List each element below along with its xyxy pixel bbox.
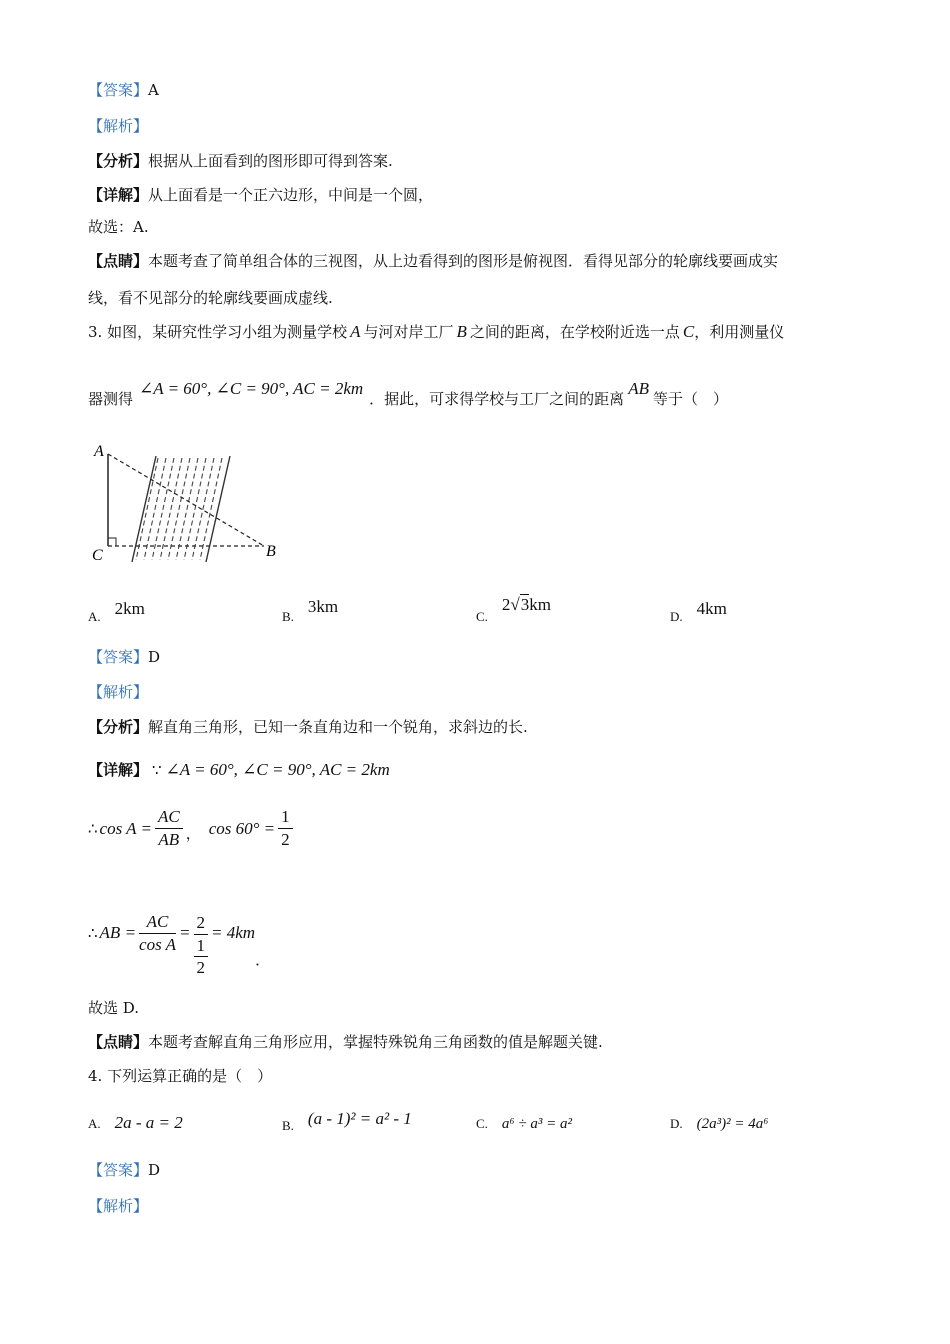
fraction-complex: 2 1 2 [194, 912, 209, 978]
equals: = [179, 923, 191, 942]
q2-dianjing-line-1 [88, 251, 778, 271]
xiangjie-text: 从上面看是一个正六边形，中间是一个圆， [148, 186, 434, 204]
q3-step-1 [88, 806, 296, 851]
option-label: B. [282, 1118, 294, 1133]
q3-stem-line-2 [88, 376, 728, 412]
river-hatching [136, 458, 222, 560]
q3-stem-1b: 与河对岸工厂 [363, 323, 454, 341]
q2-guxuan-line [88, 217, 149, 237]
q3-stem-point-b: B [456, 322, 467, 341]
q3-stem-2a: 器测得 [88, 390, 134, 408]
fenxi-tag: 【分析】 [88, 718, 149, 736]
q3-option-c[interactable] [476, 594, 551, 628]
therefore-symbol: ∴ [88, 819, 98, 838]
figure-label-c: C [92, 547, 103, 564]
option-value: (a - 1)² = a² - 1 [307, 1109, 412, 1128]
q3-stem-2b: ．据此，可求得学校与工厂之间的距离 [369, 390, 625, 408]
analysis-tag: 【解析】 [88, 117, 149, 135]
q4-option-a[interactable] [88, 1112, 183, 1135]
option-label: C. [476, 609, 488, 624]
answer-tag: 【答案】 [88, 648, 149, 666]
option-value: 4km [696, 599, 727, 618]
option-label: A. [88, 1116, 101, 1131]
q3-option-b[interactable] [282, 596, 338, 628]
q4-option-c[interactable] [476, 1112, 572, 1135]
guxuan-text: 故选 D. [88, 999, 140, 1017]
cos-60: cos 60° = [208, 818, 276, 838]
q3-stem-point-c: C [682, 322, 695, 341]
option-value: 3km [307, 597, 339, 616]
q3-stem-point-a: A [350, 322, 361, 341]
option-label: B. [282, 609, 294, 624]
answer-tag: 【答案】 [88, 81, 149, 99]
segment-ab [108, 454, 264, 546]
dianjing-text-1: 本题考查了简单组合体的三视图，从上边看得到的图形是俯视图．看得见部分的轮廓线要画成实 [148, 252, 779, 270]
q3-stem-2c: 等于（ ） [652, 390, 728, 408]
dianjing-text-2: 线，看不见部分的轮廓线要画成虚线. [88, 289, 333, 307]
q4-answer-line [88, 1160, 160, 1180]
fraction-ac-cosa: $\frac{AC}{\text{cos A}}$ [139, 911, 177, 954]
answer-value: D [148, 1161, 161, 1179]
option-label: C. [476, 1116, 488, 1131]
option-label: A. [88, 609, 101, 624]
answer-value: A [148, 81, 159, 99]
option-value: 2√3km [501, 595, 551, 614]
q3-dianjing-line [88, 1032, 603, 1052]
q4-option-d[interactable] [670, 1112, 768, 1135]
dianjing-tag: 【点睛】 [88, 252, 149, 270]
dianjing-tag: 【点睛】 [88, 1033, 149, 1051]
q4-option-b[interactable] [282, 1108, 412, 1137]
option-value: 2km [114, 599, 145, 618]
xiangjie-tag: 【详解】 [88, 761, 149, 779]
right-angle-mark [108, 538, 116, 546]
because-symbol: ∵ [152, 761, 162, 779]
q2-analysis-line [88, 116, 148, 136]
q3-figure [88, 438, 288, 568]
xiangjie-tag: 【详解】 [88, 186, 149, 204]
q3-stem-line-1 [88, 322, 784, 342]
fenxi-text: 根据从上面看到的图形即可得到答案. [148, 152, 393, 170]
q3-stem-1d: ，利用测量仪 [694, 323, 785, 341]
q3-stem-ab: AB [628, 379, 649, 398]
q2-dianjing-line-2 [88, 288, 333, 308]
q3-option-d[interactable] [670, 598, 727, 628]
q2-fenxi-line [88, 151, 393, 171]
option-value: (2a³)² = 4a⁶ [696, 1116, 769, 1132]
q3-analysis-line [88, 682, 148, 702]
option-label: D. [670, 609, 683, 624]
q2-xiangjie-line [88, 185, 433, 205]
option-label: D. [670, 1116, 683, 1131]
option-value: a⁶ ÷ a³ = a² [501, 1116, 572, 1132]
separator: ， [185, 824, 201, 843]
q2-answer-line [88, 80, 159, 100]
option-value: 2a - a = 2 [114, 1113, 183, 1132]
fenxi-text: 解直角三角形，已知一条直角边和一个锐角，求斜边的长. [148, 718, 528, 736]
figure-label-b: B [266, 543, 276, 560]
q3-stem-1c: 之间的距离，在学校附近选一点 [469, 323, 680, 341]
result: = 4km [211, 923, 256, 942]
analysis-tag: 【解析】 [88, 683, 149, 701]
guxuan-text: 故选：A. [88, 218, 149, 236]
q3-step-2 [88, 888, 270, 978]
q3-stem-formula: ∠A = 60°, ∠C = 90°, AC = 2km [139, 379, 364, 398]
q3-xiangjie-line [88, 760, 390, 780]
cos-a-lhs: cos A = [99, 818, 152, 838]
q3-answer-line [88, 647, 160, 667]
dianjing-text: 本题考查解直角三角形应用，掌握特殊锐角三角函数的值是解题关键. [148, 1033, 603, 1051]
q4-analysis-line [88, 1196, 148, 1216]
ab-lhs: AB = [99, 923, 137, 942]
fenxi-tag: 【分析】 [88, 152, 149, 170]
figure-label-a: A [94, 443, 104, 460]
analysis-tag: 【解析】 [88, 1197, 149, 1215]
q4-stem-line [88, 1066, 272, 1086]
period: ． [255, 951, 271, 969]
q3-stem-1a: 3. 如图，某研究性学习小组为测量学校 [88, 323, 348, 341]
q4-stem: 4. 下列运算正确的是（ ） [88, 1067, 273, 1085]
xiangjie-formula: ∠A = 60°, ∠C = 90°, AC = 2km [165, 760, 390, 779]
therefore-symbol: ∴ [88, 924, 98, 942]
q3-fenxi-line [88, 717, 528, 737]
answer-value: D [148, 648, 161, 666]
answer-tag: 【答案】 [88, 1161, 149, 1179]
q3-guxuan-line [88, 998, 139, 1018]
fraction-ac-ab: $\frac{AC}{AB}$ [155, 806, 183, 851]
fraction-one-half: $\frac{1}{2}$ [278, 806, 293, 851]
q3-option-a[interactable] [88, 598, 145, 628]
